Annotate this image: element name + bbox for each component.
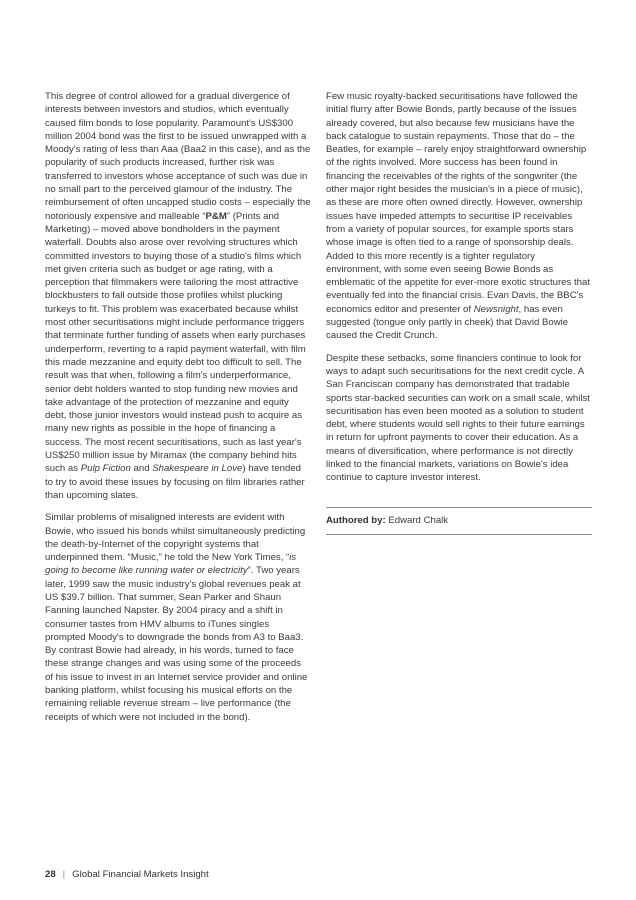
text-run: Despite these setbacks, some financiers continue to look for ways to adapt such securitisations for the next credit cycle. A San Franciscan company has demonstrated that tradable sports star-backed securities can work on a small scale, whilst securitisation has even been mooted as a solution to student debt, where students would sell rights to their future earnings in return for upfront payments to cover their education. As a means of diversification, where performance is not directly linked to the financial markets, variations on Bowie's idea continue to capture investor interest. bbox=[326, 352, 590, 484]
author-credit bbox=[326, 507, 592, 535]
author-name: Edward Chalk bbox=[385, 514, 449, 526]
body-paragraph bbox=[45, 90, 311, 502]
text-run: ” (Prints and Marketing) – moved above bondholders in the payment waterfall. Doubts also arose over revolving structures which committed investors to buying those of a studio's films which met given criteria such as budget or age rating, with a perception that filmmakers were tailoring the most attractive blockbusters to fall outside those profiles whilst plucking turkeys to fit. This problem was exacerbated because whilst most other securitisations might include performance triggers that terminate further funding of assets when early purchases underperform, reverting to a rapid payment waterfall, with film this made mezzanine and equity debt too difficult to sell. The result was that when, following a film's underperformance, senior debt holders wanted to stop funding new movies and take advantage of the protection of mezzanine and equity debt, those junior investors would instead push to acquire as many new rights as possible in the hope of financing a success. The most recent securitisations, such as last year's US$250 million issue by Miramax (the company behind hits such as bbox=[45, 210, 306, 475]
right-column bbox=[326, 90, 592, 535]
text-run: ”. Two years later, 1999 saw the music industry's global revenues peak at US $39.7 billion. That summer, Sean Parker and Shaun Fanning launched Napster. By 2004 piracy and a shift in consumer tastes from HMV albums to iTunes singles prompted Moody's to downgrade the bonds from A3 to Baa3. By contrast Bowie had already, in his words, turned to face these strange changes and was using some of the proceeds of his issue to invest in an Internet service provider and online banking platform, whilst focusing his musical efforts on the remaining reliable revenue stream – live performance (the receipts of which were not included in the bond). bbox=[45, 565, 308, 723]
text-run: Few music royalty-backed securitisations have followed the initial flurry after Bowie Bonds, partly because of the issues already covered, but also because few musicians have the back catalogue to sustain repayments. Those that do – the Beatles, for example – rarely enjoy straightforward ownership of the rights involved. More success has been found in financing the receivables of the rights of the songwriter (the other major right besides the musician's in a piece of music), as these are more often owned directly. However, ownership issues have impeded attempts to securitise IP receivables from a variety of popular sources, for example sports stars whose image is often tied to a range of sponsorship deals. Added to this more recently is a tighter regulatory environment, with some even seeing Bowie Bonds as emblematic of the appetite for ever-more exotic structures that eventually fed into the financial crisis. Evan Davis, the BBC's economics editor and presenter of bbox=[326, 91, 590, 315]
footer-separator: | bbox=[62, 869, 66, 880]
italic-text-run: Newsnight bbox=[473, 303, 519, 315]
body-paragraph bbox=[326, 90, 592, 343]
italic-text-run: is going to become like running water or electricity bbox=[45, 552, 297, 577]
text-run: Similar problems of misaligned interests are evident with Bowie, who issued his bonds whilst simultaneously predicting the death-by-Internet of the copyright systems that underpinned them. “Music,” he told the New York Times, “ bbox=[45, 512, 306, 564]
text-run: ) have tended to try to avoid these issues by focusing on film libraries rather than upcoming slates. bbox=[45, 463, 305, 501]
page-number: 28 bbox=[45, 869, 56, 880]
author-label: Authored by: bbox=[326, 514, 386, 526]
bold-text-run: P&M bbox=[205, 210, 227, 222]
italic-text-run: Pulp Fiction bbox=[80, 463, 131, 475]
body-paragraph bbox=[45, 511, 311, 724]
text-run: and bbox=[130, 463, 153, 475]
publication-title: Global Financial Markets Insight bbox=[72, 869, 209, 880]
text-run: This degree of control allowed for a gradual divergence of interests between investors and studios, which eventually caused film bonds to lose popularity. Paramount's US$300 million 2004 bond was the first to be issued unwrapped with a Moody's rating of less than Aaa (Baa2 in this case), and as the popularity of such products increased, further risk was transferred to investors whose acceptance of such was due in no small part to the perceived glamour of the industry. The reimbursement of often uncapped studio costs – especially the notoriously expensive and malleable “ bbox=[45, 91, 311, 222]
text-run: , has even suggested (tongue only partly in cheek) that David Bowie caused the Credit Crunch. bbox=[326, 303, 569, 342]
left-column bbox=[45, 90, 311, 733]
body-paragraph bbox=[326, 352, 592, 485]
italic-text-run: Shakespeare in Love bbox=[152, 463, 243, 475]
page-footer bbox=[45, 868, 209, 881]
